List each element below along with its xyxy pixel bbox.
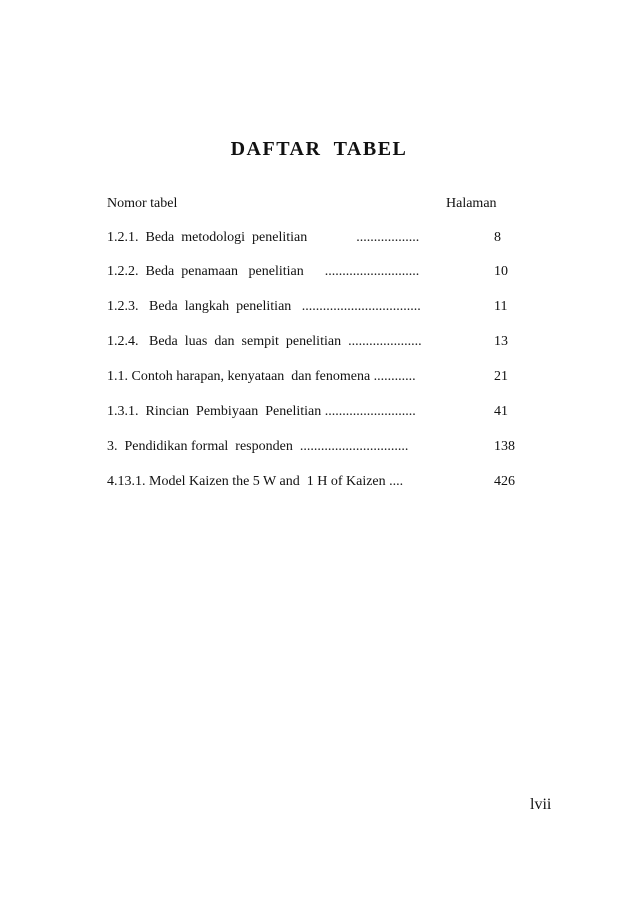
table-entry-7 (107, 439, 527, 459)
entry-label: 1.3.1. Rincian Pembiyaan Penelitian .......................... (107, 404, 416, 419)
table-entry-8 (107, 474, 527, 494)
page-number: lvii (530, 796, 552, 813)
table-entry-4 (107, 334, 527, 354)
entry-label: 1.1. Contoh harapan, kenyataan dan fenomena ............ (107, 369, 416, 384)
entry-page-number: 21 (494, 369, 508, 384)
table-entry-6 (107, 404, 527, 424)
entry-page-number: 8 (494, 230, 501, 245)
table-entry-5 (107, 369, 527, 389)
entry-label: 4.13.1. Model Kaizen the 5 W and 1 H of Kaizen .... (107, 474, 404, 489)
entry-page-number: 10 (494, 264, 508, 279)
entry-page-number: 11 (494, 299, 508, 314)
entry-page-number: 13 (494, 334, 508, 349)
entry-page-number: 41 (494, 404, 508, 419)
entry-page-number: 426 (494, 474, 515, 489)
table-entry-1 (107, 230, 527, 250)
column-header-page: Halaman (446, 196, 497, 211)
table-entry-3 (107, 299, 527, 319)
entry-label: 3. Pendidikan formal responden ............................... (107, 439, 409, 454)
entry-label: 1.2.1. Beda metodologi penelitian .................. (107, 230, 420, 245)
page-title: DAFTAR TABEL (230, 138, 408, 160)
column-header-table-number: Nomor tabel (107, 196, 178, 211)
entry-label: 1.2.4. Beda luas dan sempit penelitian ..................... (107, 334, 422, 349)
entry-label: 1.2.3. Beda langkah penelitian .................................. (107, 299, 421, 314)
entry-page-number: 138 (494, 439, 515, 454)
table-entry-2 (107, 264, 527, 284)
entry-label: 1.2.2. Beda penamaan penelitian ........................... (107, 264, 420, 279)
